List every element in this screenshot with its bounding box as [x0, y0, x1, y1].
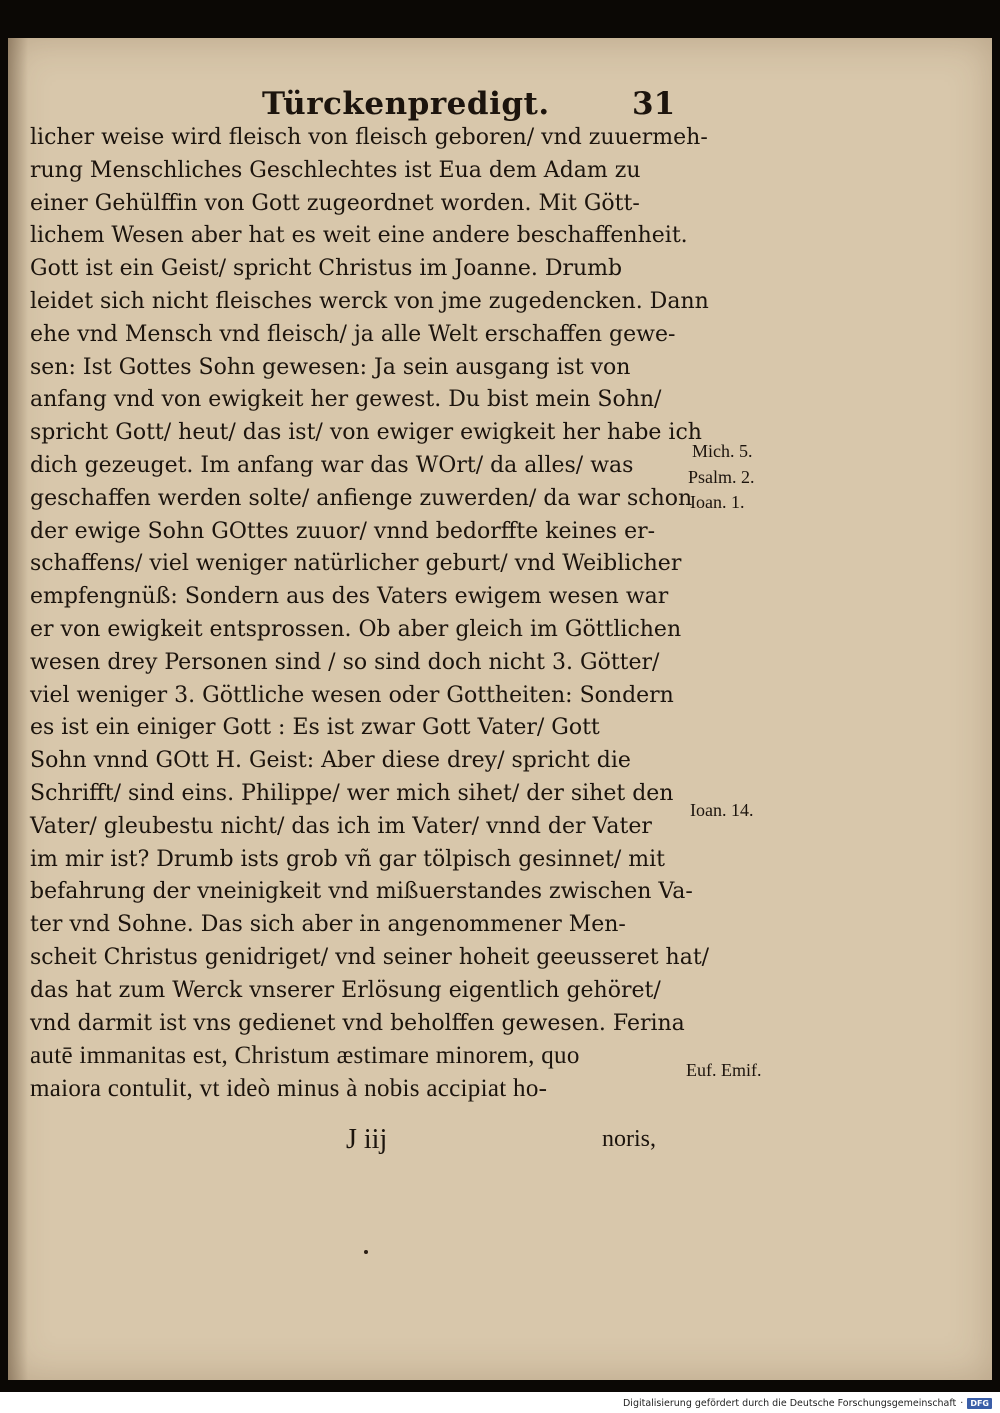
- page-gutter-shadow: [8, 38, 28, 1380]
- text-line: einer Gehülffin von Gott zugeordnet worden. Mit Gött-: [30, 190, 640, 216]
- text-line: das hat zum Werck vnserer Erlösung eigentlich gehöret/: [30, 977, 661, 1003]
- margin-note-mich: Mich. 5.: [692, 441, 753, 461]
- text-line: spricht Gott/ heut/ das ist/ von ewiger ewigkeit her habe ich: [30, 420, 702, 446]
- text-line: Gott ist ein Geist/ spricht Christus im Joanne. Drumb: [30, 256, 623, 282]
- text-line: ehe vnd Mensch vnd fleisch/ ja alle Welt erschaffen gewe-: [30, 321, 676, 347]
- footer-credit: Digitalisierung gefördert durch die Deutsche Forschungsgemeinschaft: [622, 1397, 957, 1409]
- signature-mark: J iij: [346, 1124, 388, 1155]
- margin-note-eus: Euf. Emif.: [686, 1060, 762, 1080]
- digitization-footer: [623, 1396, 992, 1410]
- text-line: maiora contulit, vt ideò minus à nobis accipiat ho-: [30, 1075, 548, 1103]
- text-line: empfengnüß: Sondern aus des Vaters ewigem wesen war: [30, 584, 669, 610]
- text-line: ter vnd Sohne. Das sich aber in angenommener Men-: [30, 912, 626, 938]
- text-line: im mir ist? Drumb ists grob vñ gar tölpisch gesinnet/ mit: [30, 846, 665, 872]
- ink-speck: [364, 1250, 368, 1254]
- text-line: autē immanitas est, Christum æstimare minorem, quo: [30, 1042, 580, 1070]
- text-line: wesen drey Personen sind / so sind doch nicht 3. Götter/: [30, 649, 660, 675]
- margin-note-ioan-1: Ioan. 1.: [690, 492, 745, 512]
- text-line: befahrung der vneinigkeit vnd mißuerstandes zwischen Va-: [30, 879, 693, 905]
- text-line: der ewige Sohn GOttes zuuor/ vnnd bedorffte keines er-: [30, 518, 656, 544]
- running-title: Türckenpredigt.: [262, 86, 550, 122]
- text-line: anfang vnd von ewigkeit her gewest. Du bist mein Sohn/: [30, 387, 662, 413]
- text-line: schaffens/ viel weniger natürlicher geburt/ vnd Weiblicher: [30, 551, 682, 577]
- text-line: Sohn vnnd GOtt H. Geist: Aber diese drey/ spricht die: [30, 748, 631, 774]
- text-line: leidet sich nicht fleisches werck von jme zugedencken. Dann: [30, 288, 709, 314]
- text-line: geschaffen werden solte/ anfienge zuwerden/ da war schon: [30, 485, 693, 511]
- text-line: scheit Christus genidriget/ vnd seiner hoheit geeusseret hat/: [30, 944, 710, 970]
- text-line: er von ewigkeit entsprossen. Ob aber gleich im Göttlichen: [30, 616, 682, 642]
- margin-note-ioan-14: Ioan. 14.: [690, 800, 754, 820]
- text-line: sen: Ist Gottes Sohn gewesen: Ja sein ausgang ist von: [30, 354, 631, 380]
- catchword: noris,: [602, 1126, 656, 1152]
- text-line: viel weniger 3. Göttliche wesen oder Gottheiten: Sondern: [30, 682, 674, 708]
- text-line: rung Menschliches Geschlechtes ist Eua dem Adam zu: [30, 157, 641, 183]
- footer-separator: ·: [960, 1397, 964, 1409]
- dfg-logo: DFG: [967, 1398, 992, 1409]
- text-line: vnd darmit ist vns gedienet vnd beholffen gewesen. Ferina: [30, 1010, 685, 1036]
- text-line: Schrifft/ sind eins. Philippe/ wer mich sihet/ der sihet den: [30, 780, 674, 806]
- page-number: 31: [632, 86, 676, 122]
- text-line: Vater/ gleubestu nicht/ das ich im Vater/ vnnd der Vater: [30, 813, 652, 839]
- text-line: es ist ein einiger Gott : Es ist zwar Gott Vater/ Gott: [30, 715, 600, 741]
- text-line: licher weise wird fleisch von fleisch geboren/ vnd zuuermeh-: [30, 125, 708, 150]
- margin-note-psalm: Psalm. 2.: [688, 467, 755, 487]
- text-line: lichem Wesen aber hat es weit eine andere beschaffenheit.: [30, 223, 688, 249]
- text-line: dich gezeuget. Im anfang war das WOrt/ da alles/ was: [30, 452, 634, 478]
- body-text: [30, 122, 710, 1106]
